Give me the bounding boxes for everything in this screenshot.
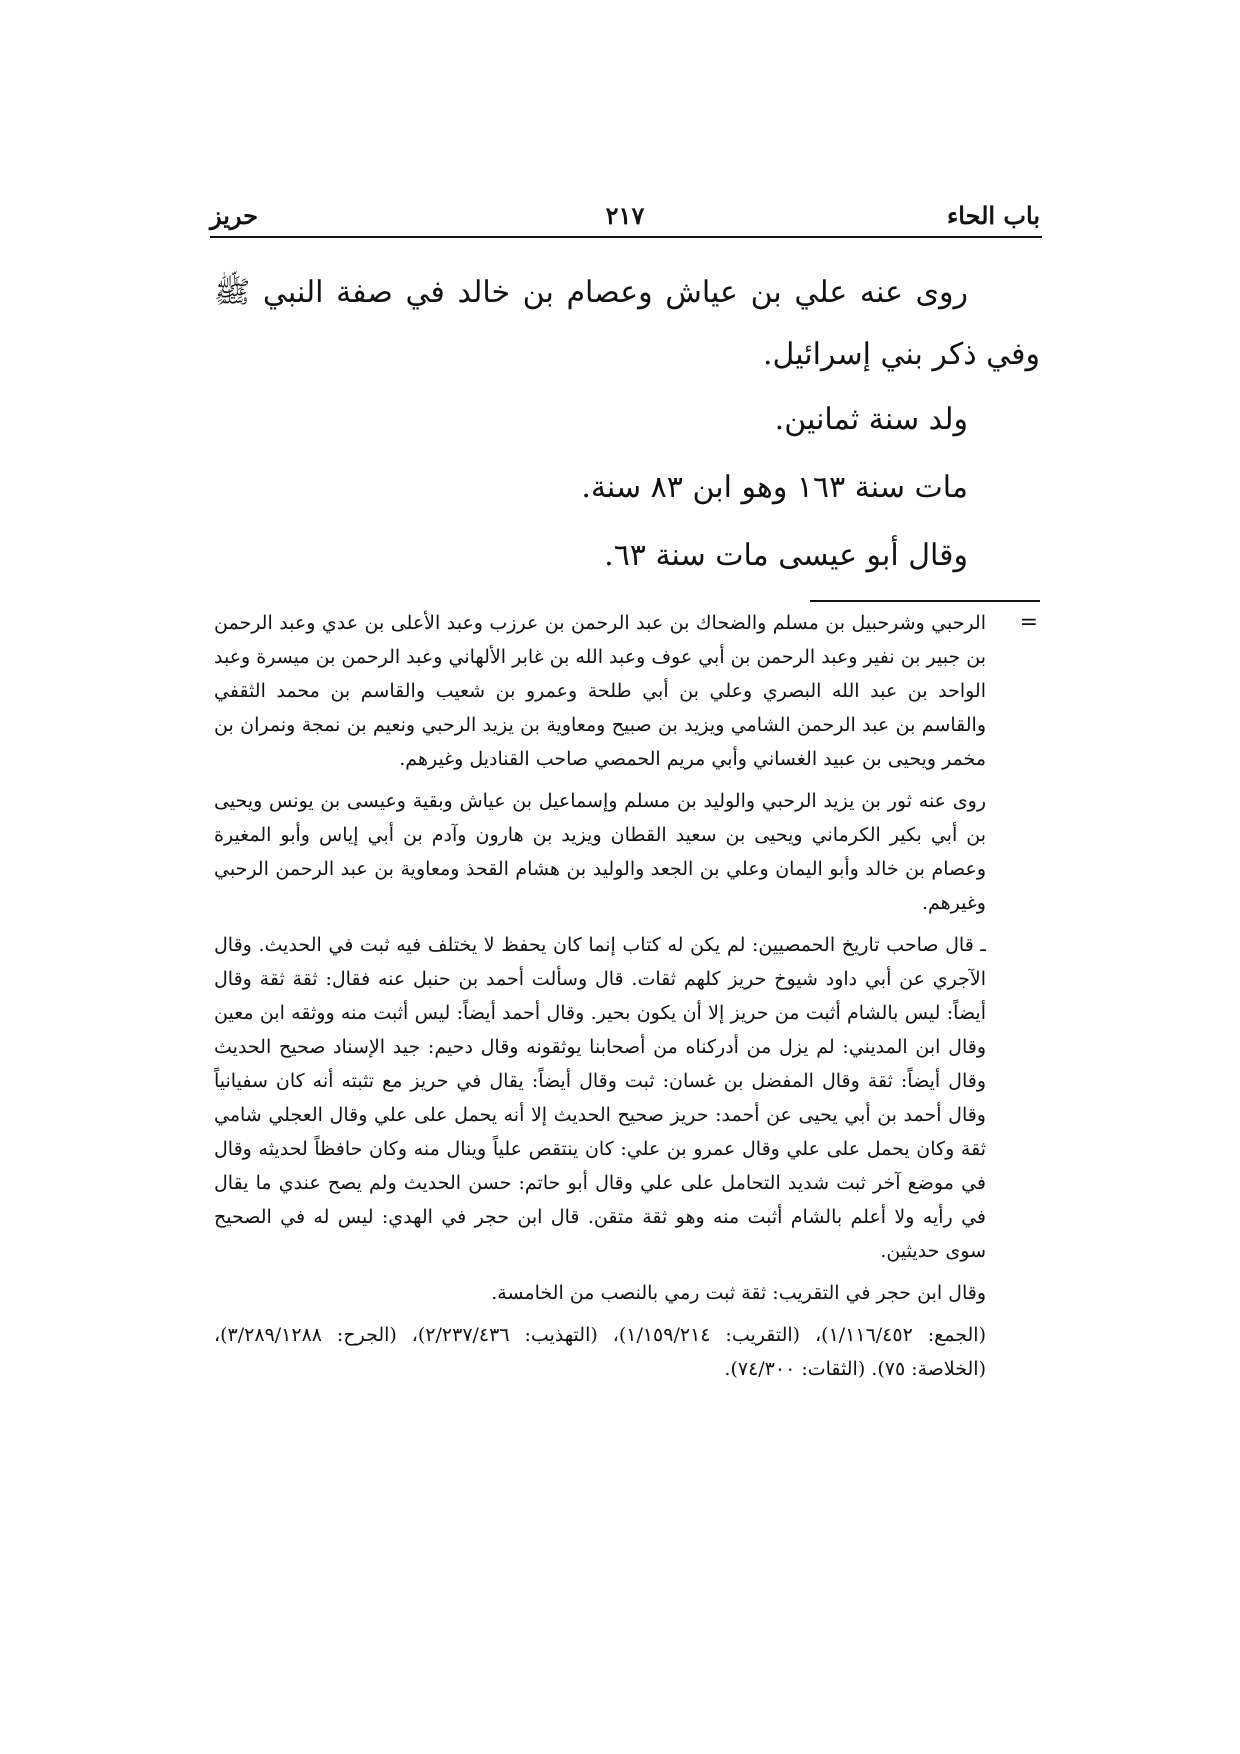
running-header bbox=[210, 196, 1040, 240]
header-rule bbox=[210, 236, 1042, 238]
teachers-paragraph: الرحبي وشرحبيل بن مسلم والضحاك بن عبد الرحمن بن عرزب وعبد الأعلى بن عدي وعبد الرحمن بن جبير بن نفير وعبد الرحمن بن أبي عوف وعبد الله بن غابر الألهاني وعبد الرحمن بن ميسرة وعبد الواحد بن عبد الله البصري وعلي بن أبي طلحة وعمرو بن شعيب والقاسم بن محمد الثقفي والقاسم بن عبد الرحمن الشامي ويزيد بن صبيح ومعاوية بن يزيد الرحبي ونعيم بن نمجة ونمران بن مخمر ويحيى بن عبيد الغساني وأبي مريم الحمصي صاحب القناديل وغيرهم. bbox=[214, 612, 986, 770]
entry-name: حريز bbox=[210, 201, 258, 230]
students-paragraph: روى عنه ثور بن يزيد الرحبي والوليد بن مسلم وإسماعيل بن عياش وبقية وعيسى بن يونس ويحيى بن أبي بكير الكرماني ويحيى بن سعيد القطان ويزيد بن هارون وآدم بن أبي إياس وأبو المغيرة وعصام بن خالد وأبو اليمان وعلي بن الجعد والوليد بن هشام القحذ ومعاوية بن عبد الرحمن الرحبي وغيرهم. bbox=[214, 790, 986, 914]
death-line: مات سنة ١٦٣ وهو ابن ٨٣ سنة. bbox=[581, 470, 968, 505]
main-text bbox=[214, 262, 1040, 590]
footnote-continuation bbox=[214, 606, 1040, 1386]
abu-isa-line: وقال أبو عيسى مات سنة ٦٣. bbox=[604, 538, 968, 573]
opinions-paragraph: ـ قال صاحب تاريخ الحمصيين: لم يكن له كتاب إنما كان يحفظ لا يختلف فيه ثبت في الحديث. وقال الآجري عن أبي داود شيوخ حريز كلهم ثقات. قال وسألت أحمد بن حنبل عنه فقال: ثقة ثقة وقال أيضاً: ليس بالشام أثبت من حريز إلا أن يكون بحير. وقال أحمد أيضاً: ليس أثبت منه ووثقه ابن معين وقال ابن المديني: لم يزل من أدركناه من أصحابنا يوثقونه وقال دحيم: جيد الإسناد صحيح الحديث وقال أيضاً: ثقة وقال المفضل بن غسان: ثبت وقال أيضاً: يقال في حريز مع تثبته أنه كان سفيانياً وقال أحمد بن أبي يحيى عن أحمد: حريز صحيح الحديث إلا أنه يحمل على علي وقال العجلي شامي ثقة وكان يحمل على علي وقال عمرو بن علي: كان ينتقص علياً وينال منه وكان حافظاً لحديثه وقال في موضع آخر ثبت شديد التحامل على علي وقال أبو حاتم: حسن الحديث ولم يصح عندي ما يقال في رأيه ولا أعلم بالشام أثبت منه وهو ثقة متقن. قال ابن حجر في الهدي: ليس له في الصحيح سوى حديثين. bbox=[214, 934, 986, 1262]
footnotes bbox=[214, 606, 1040, 1394]
page-number: ٢١٧ bbox=[605, 201, 645, 230]
taqrib-paragraph: وقال ابن حجر في التقريب: ثقة ثبت رمي بالنصب من الخامسة. bbox=[491, 1282, 986, 1304]
footnote-rule bbox=[810, 600, 1040, 602]
narrators-paragraph: روى عنه علي بن عياش وعصام بن خالد في صفة النبي ﷺ وفي ذكر بني إسرائيل. bbox=[214, 275, 1040, 372]
continuation-marker: = bbox=[1019, 610, 1038, 635]
birth-line: ولد سنة ثمانين. bbox=[774, 402, 968, 437]
references-paragraph: (الجمع: ١/١١٦/٤٥٢)، (التقريب: ١/١٥٩/٢١٤)، (التهذيب: ٢/٢٣٧/٤٣٦)، (الجرح: ٣/٢٨٩/١٢٨٨)، (الخلاصة: ٧٥). (الثقات: ٧٤/٣٠٠). bbox=[214, 1324, 986, 1380]
section-title: باب الحاء bbox=[946, 201, 1040, 230]
